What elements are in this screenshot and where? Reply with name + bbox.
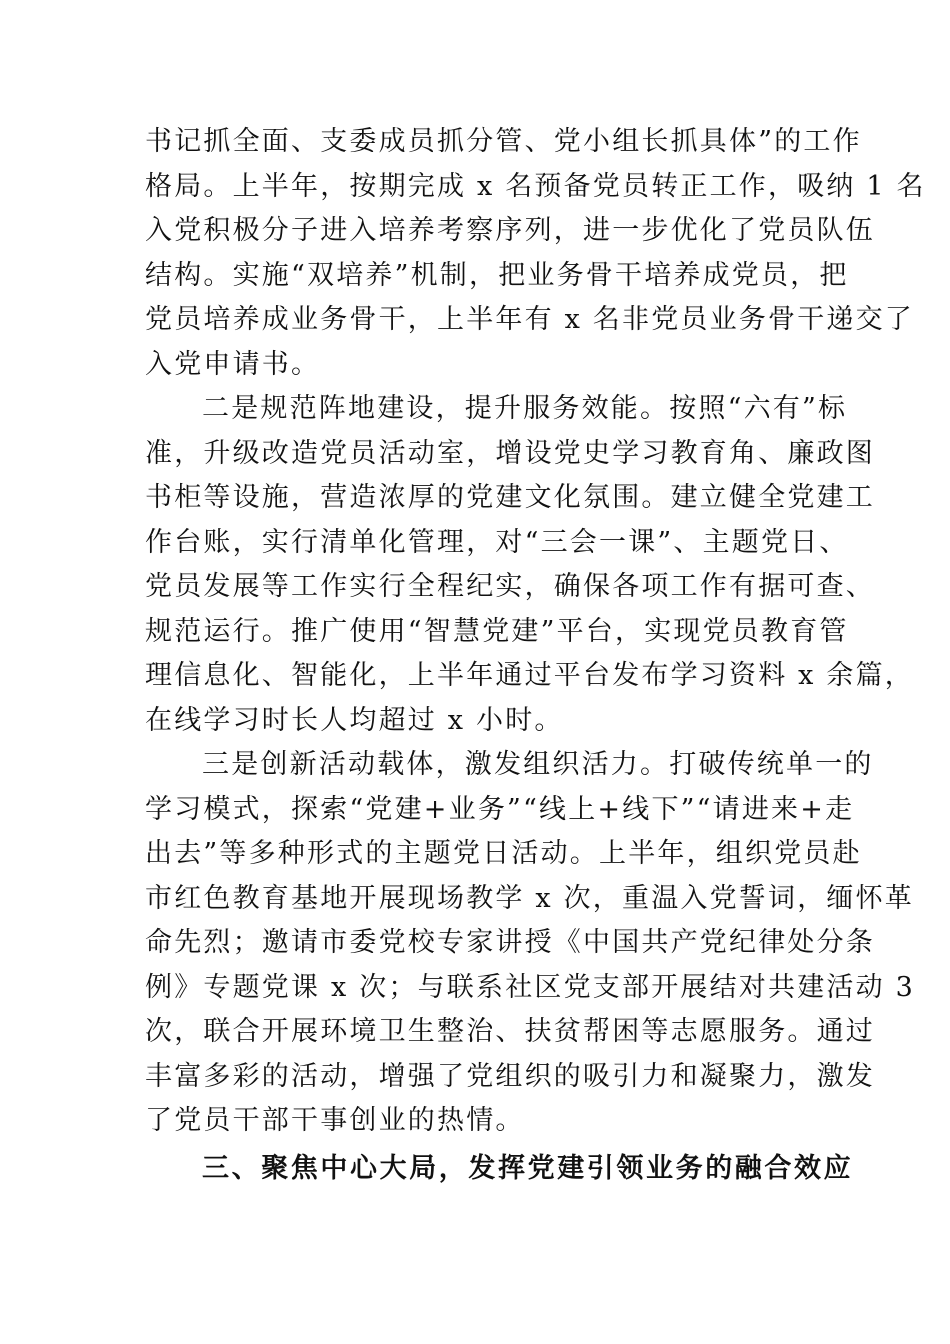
- text-line: 结构。实施“双培养”机制，把业务骨干培养成党员，把: [145, 259, 849, 291]
- text-line: 出去”等多种形式的主题党日活动。上半年，组织党员赴: [145, 838, 862, 869]
- text-line: 入党积极分子进入培养考察序列，进一步优化了党员队伍: [145, 215, 875, 246]
- text-line: 例》专题党课 x 次；与联系社区党支部开展结对共建活动 3: [145, 971, 915, 1003]
- text-line: 准，升级改造党员活动室，增设党史学习教育角、廉政图: [145, 437, 875, 469]
- text-line: 格局。上半年，按期完成 x 名预备党员转正工作，吸纳 1 名: [145, 170, 926, 202]
- section-heading: 三、聚焦中心大局，发挥党建引领业务的融合效应: [202, 1152, 854, 1184]
- text-line: 入党申请书。: [145, 348, 321, 380]
- paragraph-1: [145, 120, 926, 387]
- text-line: 在线学习时长人均超过 x 小时。: [145, 704, 564, 736]
- text-line: 规范运行。推广使用“智慧党建”平台，实现党员教育管: [145, 615, 849, 647]
- text-line: 市红色教育基地开展现场教学 x 次，重温入党誓词，缅怀革: [145, 882, 914, 914]
- text-line: 学习模式，探索“党建+业务”“线上+线下”“请进来+走: [145, 793, 855, 825]
- paragraph-3: [145, 743, 915, 1144]
- text-line: 三是创新活动载体，激发组织活力。打破传统单一的: [202, 749, 874, 780]
- text-line: 丰富多彩的活动，增强了党组织的吸引力和凝聚力，激发: [145, 1060, 875, 1092]
- text-line: 理信息化、智能化，上半年通过平台发布学习资料 x 余篇，: [145, 660, 914, 691]
- document-page: [145, 120, 926, 1191]
- text-line: 命先烈；邀请市委党校专家讲授《中国共产党纪律处分条: [145, 927, 875, 958]
- text-line: 了党员干部干事创业的热情。: [145, 1105, 525, 1136]
- text-line: 次，联合开展环境卫生整治、扶贫帮困等志愿服务。通过: [145, 1016, 875, 1047]
- paragraph-2: [145, 387, 914, 743]
- text-line: 二是规范阵地建设，提升服务效能。按照“六有”标: [202, 393, 848, 424]
- text-line: 书记抓全面、支委成员抓分管、党小组长抓具体”的工作: [145, 126, 862, 157]
- text-line: 作台账，实行清单化管理，对“三会一课”、主题党日、: [145, 526, 849, 558]
- text-line: 书柜等设施，营造浓厚的党建文化氛围。建立健全党建工: [145, 482, 875, 513]
- text-line: 党员培养成业务骨干，上半年有 x 名非党员业务骨干递交了: [145, 304, 914, 335]
- text-line: 党员发展等工作实行全程纪实，确保各项工作有据可查、: [145, 571, 875, 602]
